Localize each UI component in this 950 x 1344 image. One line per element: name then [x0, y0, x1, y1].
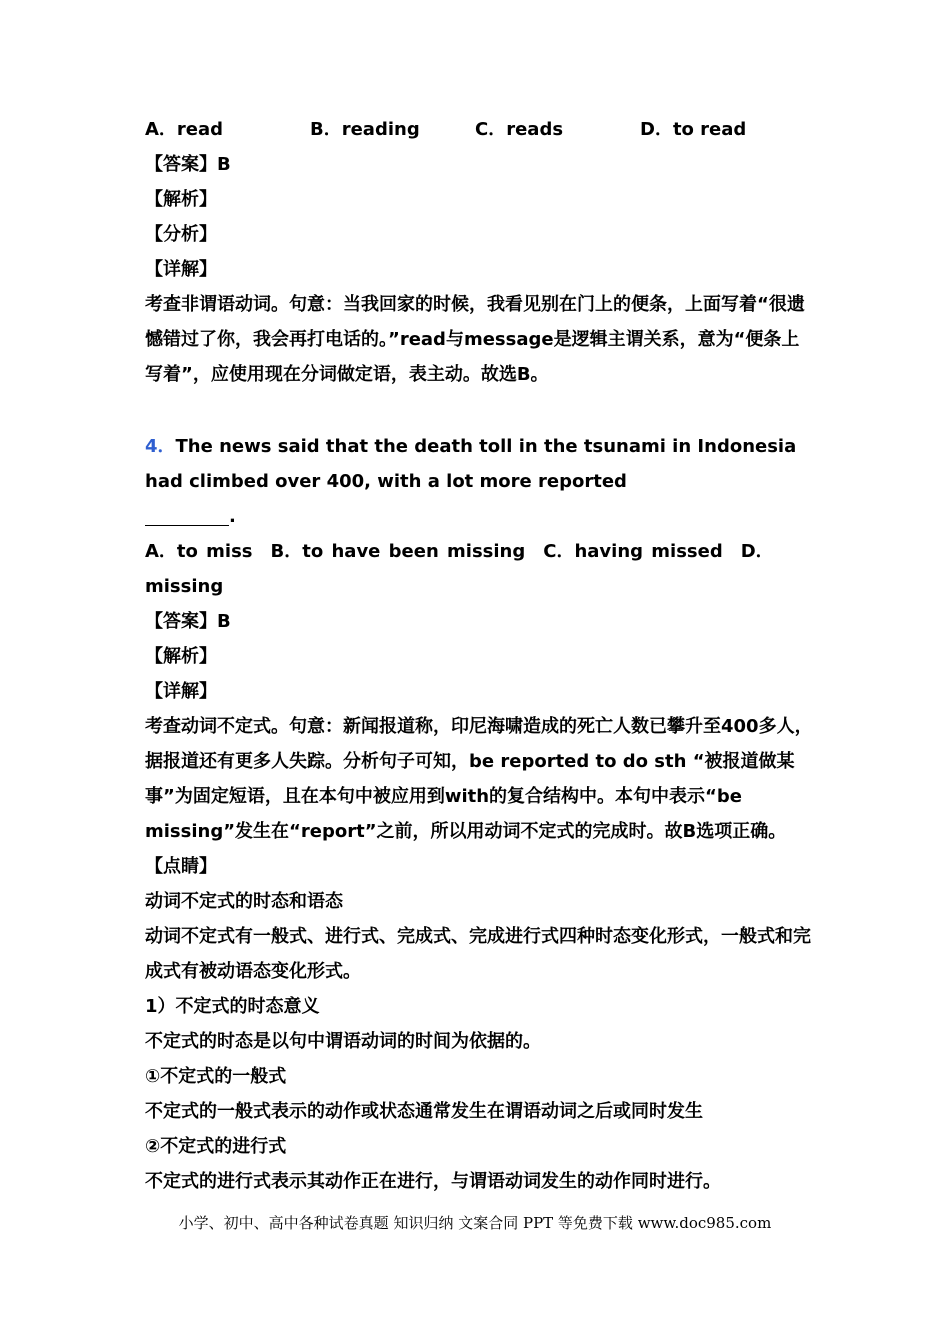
q4-stem-text: The news said that the death toll in the tsunami in Indonesia had climbed over 400, with a lot more reported — [145, 436, 797, 492]
q3-fenxi-heading: 【分析】 — [145, 224, 217, 245]
q4-answer: 【答案】B — [145, 611, 231, 632]
spacer — [145, 392, 815, 427]
q4-explanation: 考查动词不定式。句意：新闻报道称，印尼海啸造成的死亡人数已攀升至400多人，据报道还有更多人失踪。分析句子可知，be reported to do sth “被报道做某事”为固定短语，且在本句中被应用到with的复合结构中。本句中表示“be missing”发生在“report”之前，所以用动词不定式的完成时。故B选项正确。 — [145, 716, 813, 842]
q4-note-7: 不定式的进行式表示其动作正在进行，与谓语动词发生的动作同时进行。 — [145, 1171, 721, 1192]
page-footer: 小学、初中、高中各种试卷真题 知识归纳 文案合同 PPT 等免费下载 www.doc985.com — [178, 1214, 772, 1232]
q4-number: 4． — [145, 436, 176, 457]
q4-note-2: 1）不定式的时态意义 — [145, 996, 320, 1017]
q4-stem — [145, 429, 815, 534]
q4-xiangjie-heading: 【详解】 — [145, 681, 217, 702]
q3-option-d: D．to read — [640, 119, 747, 140]
document-body — [145, 112, 815, 1199]
q3-explanation: 考查非谓语动词。句意：当我回家的时候，我看见别在门上的便条，上面写着“很遗憾错过了你，我会再打电话的。”read与message是逻辑主谓关系，意为“便条上写着”，应使用现在分词做定语，表主动。故选B。 — [145, 294, 805, 385]
q4-dianjing-heading: 【点睛】 — [145, 856, 217, 877]
q4-stem-end: . — [229, 506, 236, 527]
q4-note-3: 不定式的时态是以句中谓语动词的时间为依据的。 — [145, 1031, 541, 1052]
q3-option-b: B．reading — [310, 119, 420, 140]
q4-note-4: ①不定式的一般式 — [145, 1066, 287, 1087]
q4-jiexi-heading: 【解析】 — [145, 646, 217, 667]
q4-blank — [145, 503, 229, 526]
q3-answer: 【答案】B — [145, 154, 231, 175]
q4-note-5: 不定式的一般式表示的动作或状态通常发生在谓语动词之后或同时发生 — [145, 1101, 703, 1122]
q4-options: A．to miss B．to have been missing C．having missed D．missing — [145, 541, 774, 597]
q3-option-c: C．reads — [475, 119, 564, 140]
q3-jiexi-heading: 【解析】 — [145, 189, 217, 210]
q4-note-6: ②不定式的进行式 — [145, 1136, 287, 1157]
q3-xiangjie-heading: 【详解】 — [145, 259, 217, 280]
q4-note-1: 动词不定式有一般式、进行式、完成式、完成进行式四种时态变化形式，一般式和完成式有被动语态变化形式。 — [145, 926, 811, 982]
q3-options — [145, 112, 815, 147]
q3-option-a: A．read — [145, 119, 224, 140]
q4-note-0: 动词不定式的时态和语态 — [145, 891, 343, 912]
